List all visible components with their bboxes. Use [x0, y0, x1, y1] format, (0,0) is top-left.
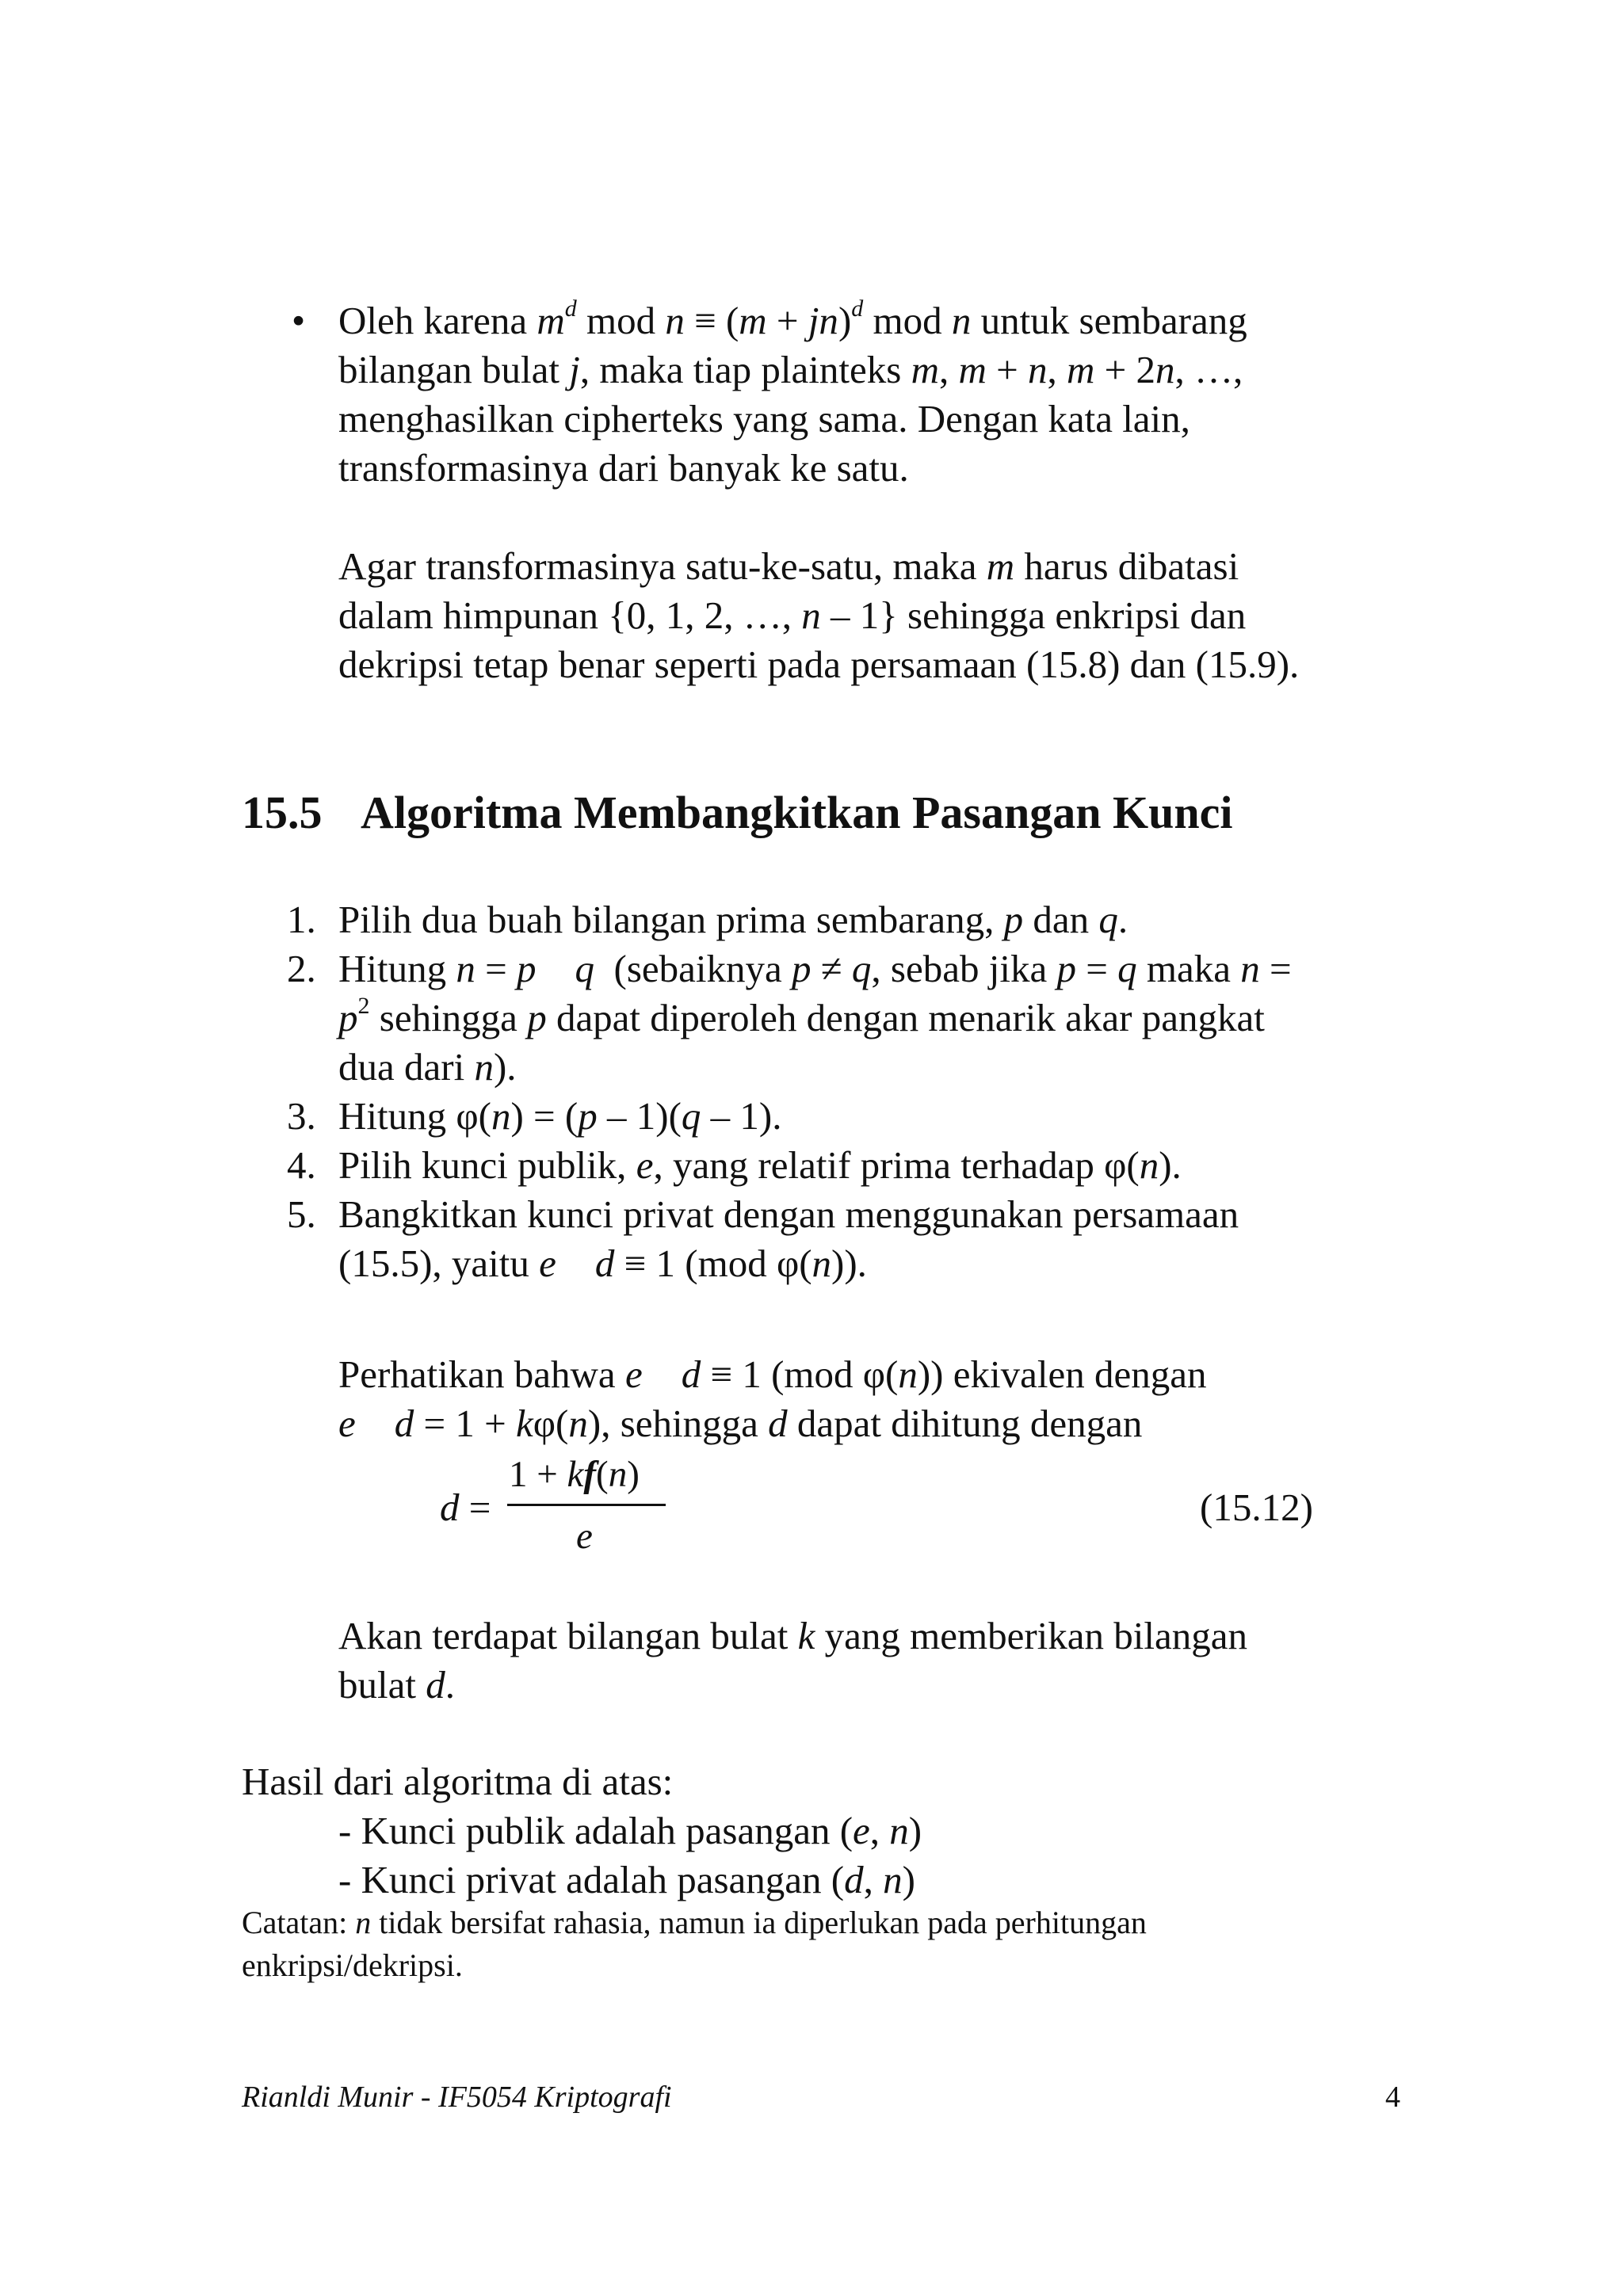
bullet-line-1: Oleh karena $m^d$ mod n ≡ (m + jn)$^d$ mod n untuk sembarang: [338, 296, 1247, 342]
step-1: Pilih dua buah bilangan prima sembarang, p dan q.: [338, 898, 1128, 941]
hasil-item-1: - Kunci publik adalah pasangan (e, n): [338, 1809, 922, 1852]
step-number-4: 4.: [287, 1143, 316, 1187]
agar-line-3: dekripsi tetap benar seperti pada persamaan (15.8) dan (15.9).: [338, 643, 1300, 686]
step-4: Pilih kunci publik, e, yang relatif prima terhadap φ(n).: [338, 1143, 1182, 1187]
note-line-1: Perhatikan bahwa e d ≡ 1 (mod φ(n)) ekivalen dengan: [338, 1352, 1207, 1396]
section-title: Algoritma Membangkitkan Pasangan Kunci: [361, 787, 1233, 838]
footer-author-course: Rianldi Munir - IF5054 Kriptografi: [242, 2081, 672, 2114]
step-5-line-1: Bangkitkan kunci privat dengan menggunakan persamaan: [338, 1192, 1239, 1236]
note-line-2: e d = 1 + kφ(n), sehingga d dapat dihitung dengan: [338, 1402, 1143, 1445]
step-2-line-1: Hitung n = p q (sebaiknya p ≠ q, sebab jika p = q maka n =: [338, 947, 1292, 990]
step-2-line-2: $p^2$ sehingga p dapat diperoleh dengan menarik akar pangkat: [338, 993, 1265, 1039]
equation-denominator: e: [576, 1516, 593, 1557]
catatan-line-2: enkripsi/dekripsi.: [242, 1947, 463, 1983]
hasil-item-2: - Kunci privat adalah pasangan (d, n): [338, 1858, 915, 1901]
step-number-5: 5.: [287, 1192, 316, 1236]
bullet-line-3: menghasilkan cipherteks yang sama. Dengan kata lain,: [338, 397, 1190, 441]
page-number: 4: [1385, 2081, 1400, 2114]
hasil-title: Hasil dari algoritma di atas:: [242, 1760, 674, 1803]
akan-line-1: Akan terdapat bilangan bulat k yang memberikan bilangan: [338, 1614, 1248, 1657]
fraction-bar: [507, 1504, 666, 1506]
agar-line-2: dalam himpunan {0, 1, 2, …, n – 1} sehingga enkripsi dan: [338, 593, 1247, 637]
section-heading: [242, 786, 1233, 839]
equation-number: (15.12): [1200, 1486, 1313, 1529]
step-2-line-3: dua dari n).: [338, 1045, 517, 1089]
bullet-line-4: transformasinya dari banyak ke satu.: [338, 446, 909, 490]
step-number-2: 2.: [287, 947, 316, 990]
step-5-line-2: (15.5), yaitu e d ≡ 1 (mod φ(n)).: [338, 1241, 867, 1285]
equation-lhs: d =: [440, 1486, 491, 1529]
bullet-dot: •: [292, 299, 306, 342]
catatan-line-1: Catatan: n tidak bersifat rahasia, namun ia diperlukan pada perhitungan: [242, 1905, 1147, 1940]
agar-line-1: Agar transformasinya satu-ke-satu, maka m harus dibatasi: [338, 544, 1239, 588]
akan-line-2: bulat d.: [338, 1663, 455, 1707]
section-number: 15.5: [242, 787, 323, 838]
step-number-3: 3.: [287, 1094, 316, 1138]
step-number-1: 1.: [287, 898, 316, 941]
equation-numerator: 1 + kf(n): [509, 1454, 640, 1495]
step-3: Hitung φ(n) = (p – 1)(q – 1).: [338, 1094, 782, 1138]
bullet-line-2: bilangan bulat j, maka tiap plainteks m, m + n, m + 2n, …,: [338, 348, 1243, 391]
